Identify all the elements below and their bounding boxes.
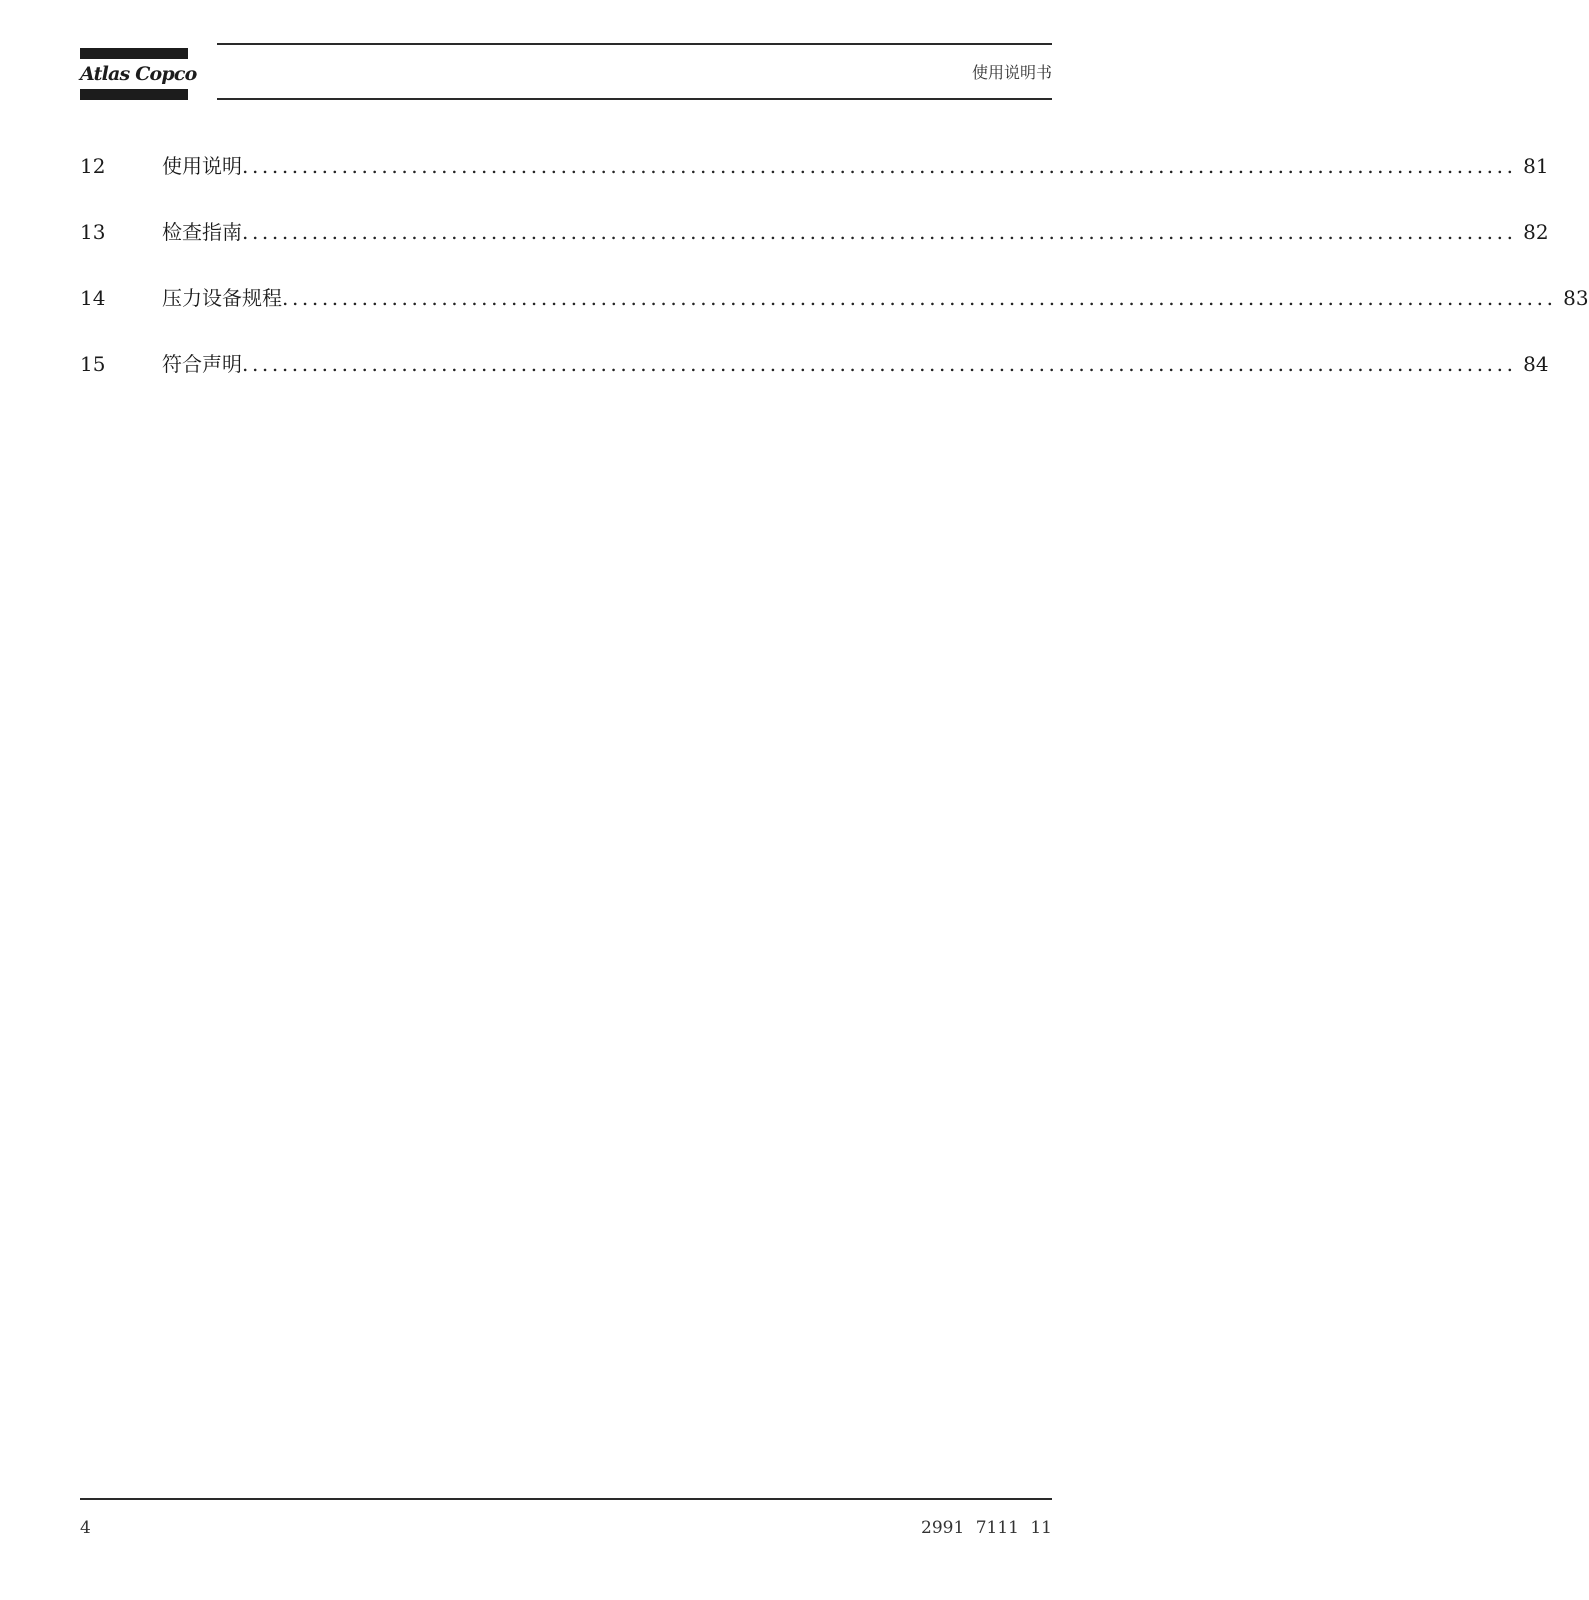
- toc-leader-dots: ................................................................................................................................: [242, 220, 1517, 244]
- toc-entry-page: 81: [1523, 154, 1549, 178]
- toc-entry-page: 84: [1523, 352, 1549, 376]
- toc-entry-title: 检查指南: [162, 220, 242, 244]
- toc-entry-title: 使用说明: [162, 154, 242, 178]
- toc-leader-dots: ................................................................................................................................: [242, 154, 1517, 178]
- toc-entry-page: 82: [1523, 220, 1549, 244]
- logo-bar-top: [80, 48, 188, 59]
- toc-entry-page: 83: [1563, 286, 1589, 310]
- toc-entry[interactable]: [80, 150, 1549, 216]
- footer-page-number: 4: [80, 1518, 91, 1538]
- document-title: 使用说明书: [971, 63, 1052, 82]
- footer-rule: [80, 1498, 1052, 1500]
- toc-entry-number: 13: [80, 220, 106, 244]
- toc-entry-number: 12: [80, 154, 106, 178]
- toc-leader-dots: ................................................................................................................................: [282, 286, 1557, 310]
- table-of-contents: [80, 150, 1589, 414]
- toc-entry-number: 14: [80, 286, 106, 310]
- footer-document-number: 2991 7111 11: [921, 1518, 1052, 1538]
- header-rule-top: [217, 43, 1052, 45]
- header-rule-bottom: [217, 98, 1052, 100]
- logo-text: Atlas Copco: [80, 63, 197, 85]
- toc-entry-title: 压力设备规程: [162, 286, 282, 310]
- toc-leader-dots: ................................................................................................................................: [242, 352, 1517, 376]
- toc-entry[interactable]: [80, 348, 1549, 414]
- atlas-copco-logo: [80, 48, 197, 100]
- toc-entry[interactable]: [80, 282, 1589, 348]
- toc-entry[interactable]: [80, 216, 1549, 282]
- logo-bar-bottom: [80, 89, 188, 100]
- toc-entry-title: 符合声明: [162, 352, 242, 376]
- toc-entry-number: 15: [80, 352, 106, 376]
